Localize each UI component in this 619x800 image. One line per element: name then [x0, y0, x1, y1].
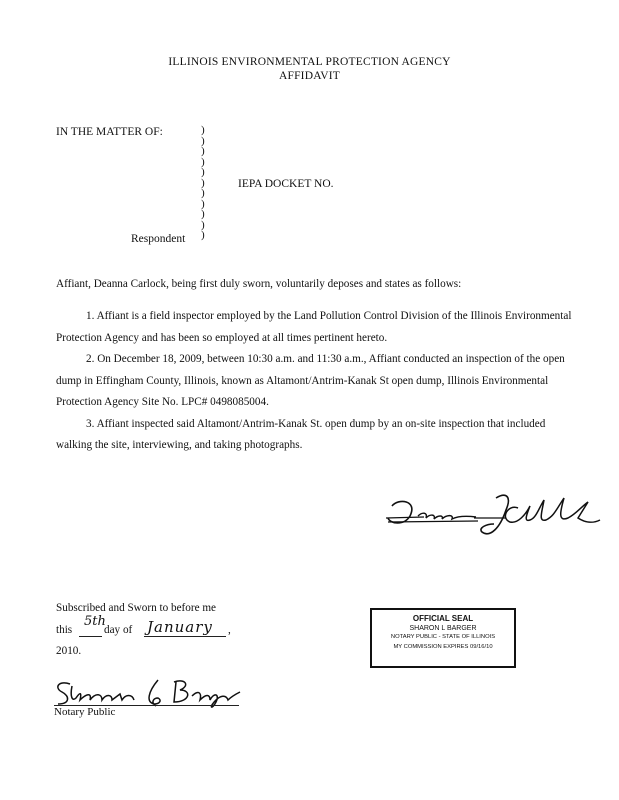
statement-paragraphs: [56, 306, 576, 457]
affiant-intro: Affiant, Deanna Carlock, being first duly sworn, voluntarily deposes and states as follows:: [56, 278, 462, 290]
paragraph-3: 3. Affiant inspected said Altamont/Antrim-Kanak St. open dump by an on-site inspection that included walking the site, interviewing, and taking photographs.: [56, 417, 546, 451]
notary-label: Notary Public: [54, 706, 116, 718]
agency-heading: ILLINOIS ENVIRONMENTAL PROTECTION AGENCY: [168, 56, 451, 68]
respondent-label: Respondent: [131, 233, 186, 245]
seal-expiry-line: MY COMMISSION EXPIRES 09/16/10: [393, 643, 493, 650]
matter-label: IN THE MATTER OF:: [56, 126, 163, 138]
official-seal: [370, 608, 516, 668]
document-title: AFFIDAVIT: [278, 70, 340, 82]
month-underline: [144, 636, 226, 637]
jurat-day-of: day of: [104, 624, 133, 636]
day-underline: [79, 636, 102, 637]
jurat-day-handwritten: 5th: [84, 614, 106, 629]
seal-state-line: NOTARY PUBLIC - STATE OF ILLINOIS: [390, 634, 496, 640]
paragraph-2: 2. On December 18, 2009, between 10:30 a.m. and 11:30 a.m., Affiant conducted an inspection of the open dump in Effingham County, Illinois, known as Altamont/Antrim-Kanak St open dump, Illinois Environmental Protection Agency Site No. LPC# 0498085004.: [56, 353, 565, 408]
docket-label: IEPA DOCKET NO.: [238, 178, 334, 190]
jurat-year: 2010.: [56, 645, 82, 657]
seal-title: OFFICIAL SEAL: [412, 614, 474, 623]
jurat-line: Subscribed and Sworn to before me: [56, 602, 217, 614]
affiant-signature: [378, 488, 603, 548]
seal-name: SHARON L BARGER: [409, 624, 477, 632]
paragraph-1: 1. Affiant is a field inspector employed by the Land Pollution Control Division of the Illinois Environmental Protection Agency and has been so employed at all times pertinent hereto.: [56, 310, 572, 344]
jurat-this: this: [56, 624, 73, 636]
caption-bracket: ) ) ) ) ) ) ) ) ) ) ): [201, 124, 205, 241]
jurat-month-handwritten: January: [147, 618, 213, 636]
